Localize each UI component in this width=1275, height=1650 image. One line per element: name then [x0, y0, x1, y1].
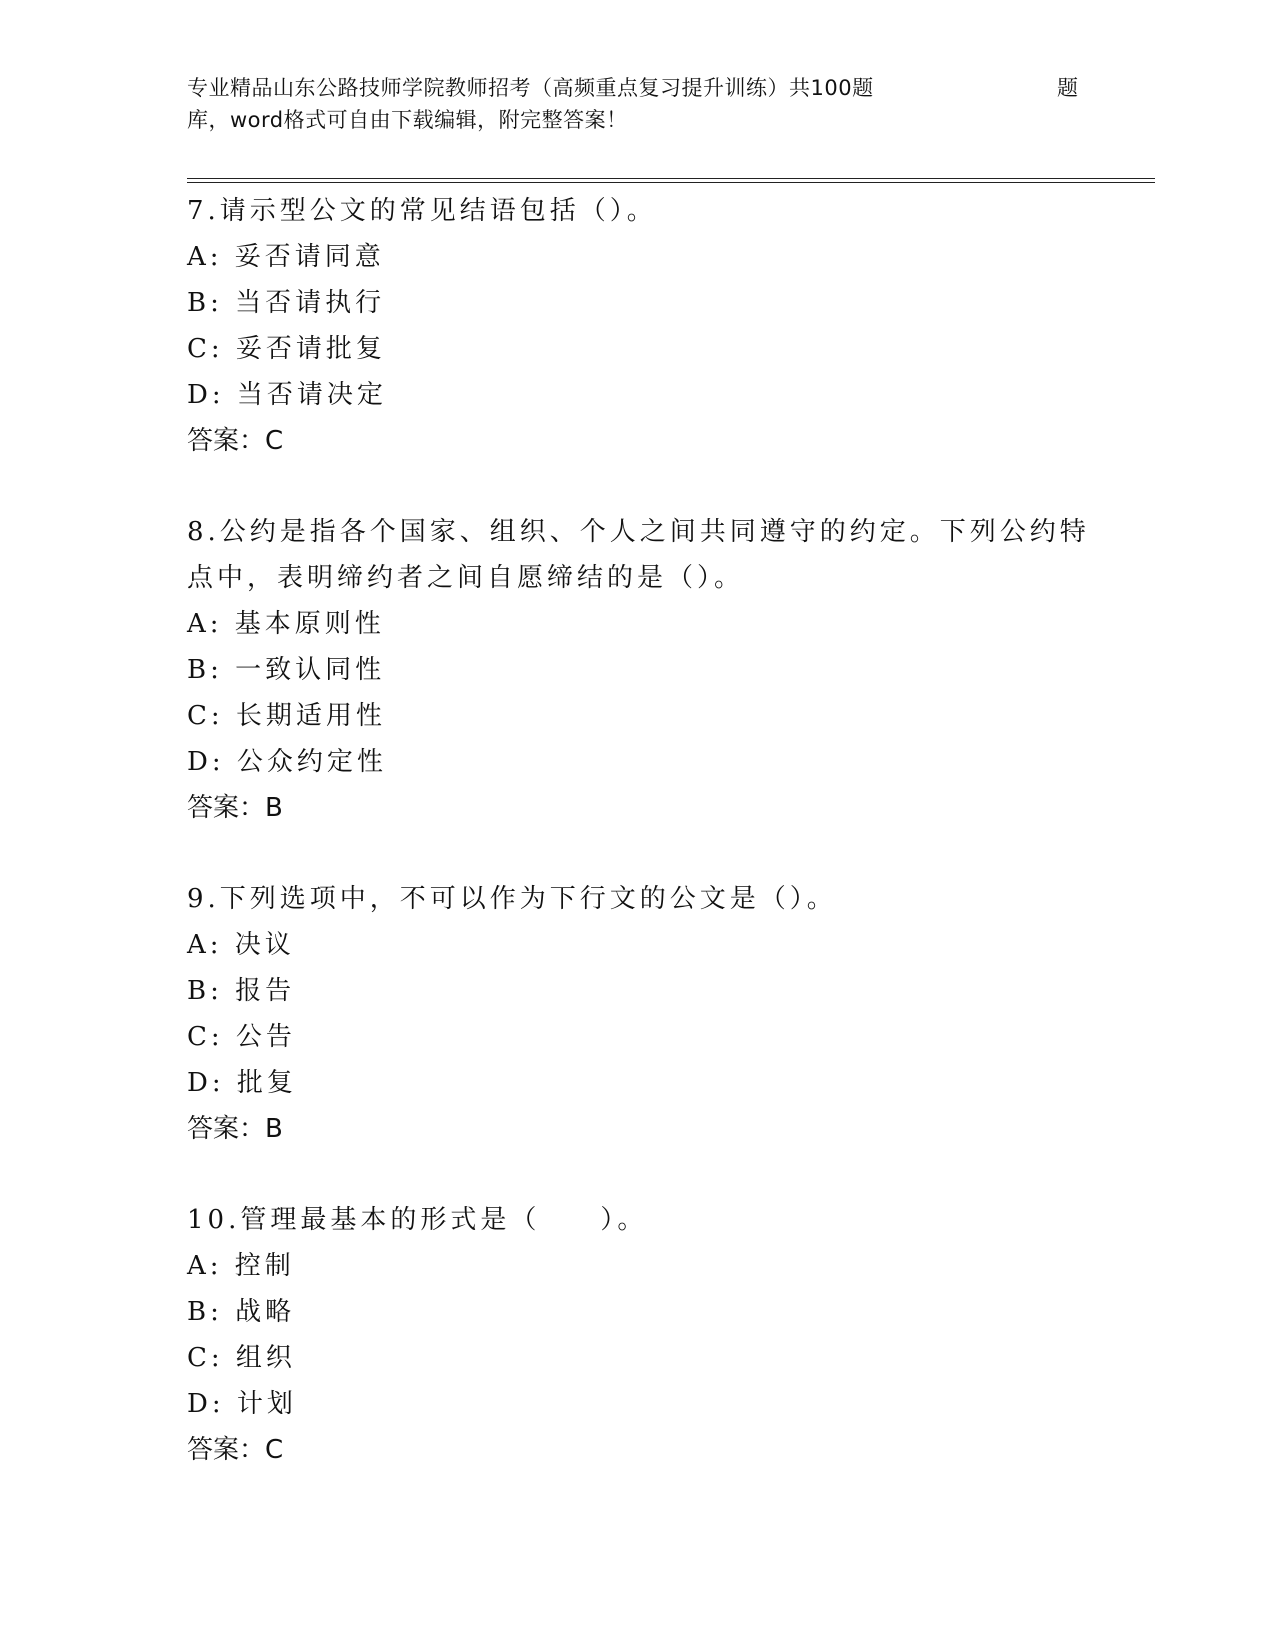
header-divider-bottom — [187, 182, 1155, 183]
option-b: B: 战略 — [187, 1297, 296, 1327]
document-header — [187, 72, 1087, 136]
header-title-text: 专业精品山东公路技师学院教师招考（高频重点复习提升训练）共100题 — [187, 76, 874, 100]
option-d: D: 计划 — [187, 1389, 297, 1419]
question-list — [187, 188, 1090, 1518]
question-stem: 8.公约是指各个国家、组织、个人之间共同遵守的约定。下列公约特 — [187, 517, 1090, 547]
option-a: A: 决议 — [187, 930, 295, 960]
option-c: C: 妥否请批复 — [187, 334, 386, 364]
answer-line: 答案：B — [187, 1114, 283, 1144]
option-a: A: 控制 — [187, 1251, 295, 1281]
header-divider-top — [187, 178, 1155, 179]
option-c: C: 组织 — [187, 1343, 296, 1373]
header-title-line-1 — [187, 72, 1087, 104]
option-a: A: 基本原则性 — [187, 609, 385, 639]
option-b: B: 一致认同性 — [187, 655, 386, 685]
option-a: A: 妥否请同意 — [187, 242, 385, 272]
option-c: C: 公告 — [187, 1022, 296, 1052]
answer-line: 答案：C — [187, 426, 284, 456]
option-d: D: 当否请决定 — [187, 380, 387, 410]
question-7 — [187, 188, 1087, 464]
answer-line: 答案：C — [187, 1435, 284, 1465]
option-b: B: 当否请执行 — [187, 288, 386, 318]
question-stem: 10.管理最基本的形式是（ ）。 — [187, 1205, 648, 1235]
question-8 — [187, 509, 1090, 831]
question-stem-continued: 点中，表明缔约者之间自愿缔结的是（）。 — [187, 563, 745, 593]
question-10 — [187, 1197, 1087, 1473]
answer-line: 答案：B — [187, 793, 283, 823]
header-title-trailing-char: 题 — [1057, 76, 1079, 100]
header-title-line-2: 库，word格式可自由下载编辑，附完整答案！ — [187, 108, 628, 132]
option-b: B: 报告 — [187, 976, 296, 1006]
question-stem: 9.下列选项中，不可以作为下行文的公文是（）。 — [187, 884, 837, 914]
question-9 — [187, 876, 1087, 1152]
option-d: D: 批复 — [187, 1068, 297, 1098]
question-stem: 7.请示型公文的常见结语包括（）。 — [187, 196, 657, 226]
option-c: C: 长期适用性 — [187, 701, 386, 731]
option-d: D: 公众约定性 — [187, 747, 387, 777]
